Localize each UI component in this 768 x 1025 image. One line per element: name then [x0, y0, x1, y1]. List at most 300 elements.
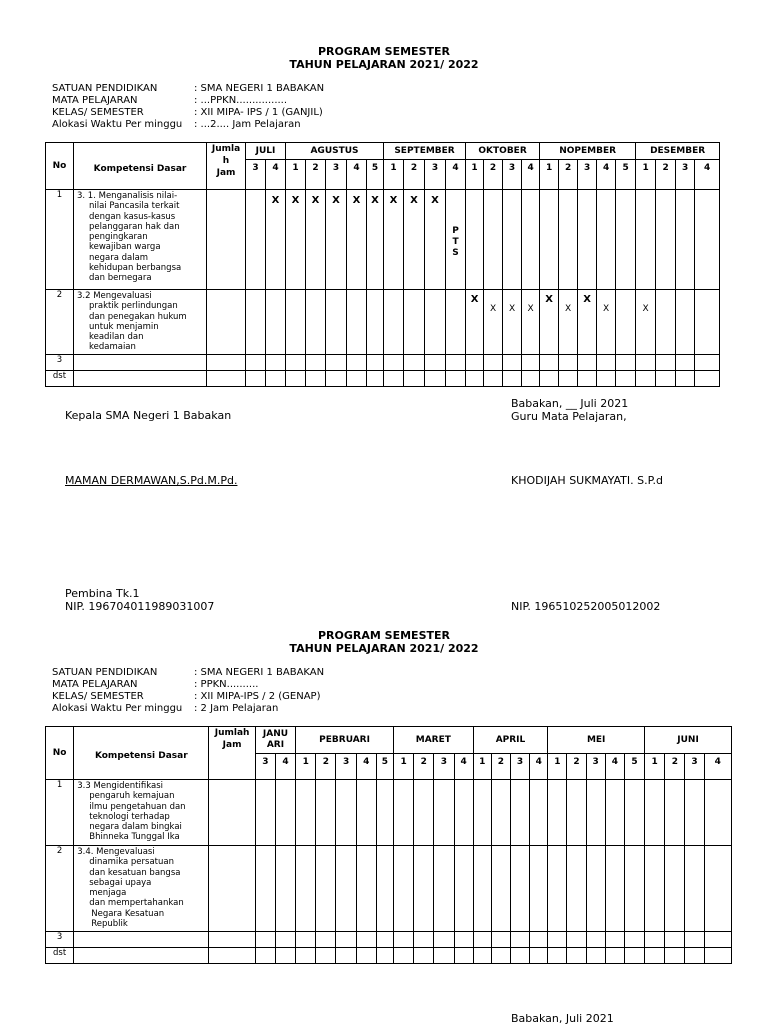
kd-line: pengingkaran [89, 232, 148, 243]
week-header: 4 [522, 160, 540, 190]
page-title: PROGRAM SEMESTER [318, 45, 450, 58]
week-cell [491, 932, 510, 948]
row-number: 1 [46, 780, 74, 846]
info-label: KELAS/ SEMESTER [52, 691, 144, 702]
month-header: AGUSTUS [286, 143, 384, 160]
header-jam-line: Jam [222, 740, 242, 750]
kd-cell [74, 846, 209, 932]
kd-line: dan mempertahankan [89, 898, 184, 909]
header-jam [209, 727, 255, 780]
week-cell [434, 846, 454, 932]
week-cell [484, 370, 503, 386]
header-jam [207, 143, 246, 190]
week-header: 1 [393, 754, 413, 780]
week-header: 1 [296, 754, 316, 780]
kd-line: kewajiban warga [89, 242, 161, 253]
week-cell [540, 190, 559, 290]
week-cell [306, 290, 326, 355]
week-header: 1 [466, 160, 484, 190]
week-mark: X [559, 290, 578, 355]
info-value: : ...PPKN................ [194, 95, 288, 106]
week-header: 4 [605, 754, 624, 780]
week-cell [454, 780, 473, 846]
jam-cell [209, 780, 255, 846]
week-cell [685, 780, 704, 846]
week-cell [473, 932, 491, 948]
week-header: 3 [503, 160, 522, 190]
week-header: 4 [356, 754, 376, 780]
week-header: 5 [624, 754, 644, 780]
row-number: 1 [46, 190, 74, 290]
week-header: 4 [266, 160, 286, 190]
week-cell [676, 190, 695, 290]
week-cell [530, 780, 548, 846]
week-cell [393, 846, 413, 932]
week-header: 5 [367, 160, 384, 190]
week-cell [636, 190, 656, 290]
week-cell [676, 354, 695, 370]
week-cell [605, 948, 624, 964]
week-cell [404, 370, 425, 386]
week-cell [434, 932, 454, 948]
week-cell [503, 354, 522, 370]
week-cell [296, 932, 316, 948]
week-cell [266, 354, 286, 370]
week-cell [548, 948, 567, 964]
week-cell [384, 290, 404, 355]
week-mark: X [367, 190, 384, 290]
week-cell [530, 932, 548, 948]
week-cell [336, 948, 356, 964]
week-cell [548, 780, 567, 846]
week-cell [676, 290, 695, 355]
month-header: MARET [393, 727, 473, 754]
week-cell [656, 370, 676, 386]
kd-heading: 3. 1. Menganalisis nilai- [77, 191, 178, 201]
week-cell [275, 948, 295, 964]
week-cell [704, 932, 731, 948]
week-cell [246, 354, 266, 370]
week-cell [548, 846, 567, 932]
week-cell [491, 948, 510, 964]
week-header: 1 [540, 160, 559, 190]
month-header: APRIL [473, 727, 548, 754]
kd-cell [74, 354, 207, 370]
week-cell [578, 354, 597, 370]
jam-cell [207, 370, 246, 386]
week-cell [624, 948, 644, 964]
jam-cell [209, 932, 255, 948]
kd-line: untuk menjamin [89, 321, 159, 332]
week-header: 3 [586, 754, 605, 780]
week-cell [296, 780, 316, 846]
schedule-table-semester-1 [45, 142, 720, 387]
kd-line: Negara Kesatuan [91, 908, 165, 919]
week-cell [296, 846, 316, 932]
week-mark: X [286, 190, 306, 290]
week-cell [522, 190, 540, 290]
week-cell [336, 780, 356, 846]
kd-line: negara dalam [89, 252, 149, 263]
week-cell [605, 932, 624, 948]
jam-cell [207, 354, 246, 370]
headmaster-role: Kepala SMA Negeri 1 Babakan [65, 409, 232, 422]
kd-line: teknologi terhadap [89, 811, 170, 822]
info-value: : SMA NEGERI 1 BABAKAN [194, 667, 325, 678]
week-cell [356, 780, 376, 846]
kd-cell [74, 190, 207, 290]
page-subtitle: TAHUN PELAJARAN 2021/ 2022 [289, 642, 479, 655]
week-header: 2 [414, 754, 434, 780]
teacher-nip: NIP. 196510252005012002 [511, 600, 661, 613]
week-cell [510, 948, 529, 964]
week-cell [616, 354, 636, 370]
week-header: 3 [578, 160, 597, 190]
kd-line: praktik perlindungan [89, 301, 178, 312]
kd-line: Bhinneka Tunggal Ika [89, 832, 180, 843]
info-value: : 2 Jam Pelajaran [194, 703, 279, 714]
week-cell [597, 370, 616, 386]
week-cell [695, 190, 720, 290]
week-header: 3 [255, 754, 275, 780]
week-cell [376, 932, 393, 948]
month-header: DESEMBER [636, 143, 720, 160]
teacher-role: Guru Mata Pelajaran, [511, 410, 627, 423]
week-cell [540, 354, 559, 370]
info-label: KELAS/ SEMESTER [52, 107, 144, 118]
headmaster-rank: Pembina Tk.1 [65, 587, 140, 600]
week-header: 2 [316, 754, 336, 780]
week-cell [347, 354, 367, 370]
week-cell [616, 290, 636, 355]
week-cell [503, 190, 522, 290]
info-label: SATUAN PENDIDIKAN [52, 83, 158, 94]
week-cell [275, 846, 295, 932]
week-cell [296, 948, 316, 964]
info-value: : PPKN.......... [194, 679, 259, 690]
pts-marker [446, 190, 466, 290]
week-header: 3 [425, 160, 446, 190]
kd-line: ilmu pengetahuan dan [89, 801, 186, 812]
kd-cell [74, 370, 207, 386]
week-header: 3 [510, 754, 529, 780]
week-cell [616, 370, 636, 386]
week-cell [676, 370, 695, 386]
month-header: OKTOBER [466, 143, 540, 160]
week-cell [347, 290, 367, 355]
week-mark: X [425, 190, 446, 290]
week-cell [624, 780, 644, 846]
week-mark: X [306, 190, 326, 290]
week-header: 1 [636, 160, 656, 190]
kd-cell [74, 780, 209, 846]
week-cell [503, 370, 522, 386]
week-cell [316, 780, 336, 846]
week-header: 2 [491, 754, 510, 780]
week-mark: X [636, 290, 656, 355]
week-cell [491, 780, 510, 846]
week-cell [695, 370, 720, 386]
week-cell [645, 846, 665, 932]
week-header: 2 [484, 160, 503, 190]
week-cell [414, 932, 434, 948]
header-no: No [46, 143, 74, 190]
pts-letter: T [452, 237, 459, 247]
week-cell [376, 846, 393, 932]
week-cell [454, 948, 473, 964]
header-jam-line: Jumlah [214, 728, 250, 738]
week-cell [567, 932, 586, 948]
week-cell [446, 290, 466, 355]
week-cell [414, 846, 434, 932]
week-cell [286, 290, 306, 355]
week-header: 1 [286, 160, 306, 190]
row-number: dst [46, 370, 74, 386]
info-label: SATUAN PENDIDIKAN [52, 667, 158, 678]
week-cell [425, 354, 446, 370]
week-mark: X [326, 190, 347, 290]
week-cell [586, 932, 605, 948]
week-cell [695, 354, 720, 370]
week-cell [605, 780, 624, 846]
info-value: : XII MIPA-IPS / 2 (GENAP) [194, 691, 321, 702]
place-date: Babakan, __ Juli 2021 [511, 397, 629, 410]
week-cell [510, 846, 529, 932]
header-kd: Kompetensi Dasar [74, 143, 207, 190]
week-cell [530, 846, 548, 932]
week-cell [266, 290, 286, 355]
week-header: 3 [336, 754, 356, 780]
week-cell [367, 354, 384, 370]
week-mark: X [522, 290, 540, 355]
week-cell [484, 190, 503, 290]
week-cell [255, 948, 275, 964]
week-header: 4 [275, 754, 295, 780]
week-header: 2 [306, 160, 326, 190]
week-cell [454, 932, 473, 948]
info-label: Alokasi Waktu Per minggu [52, 119, 183, 130]
week-cell [286, 370, 306, 386]
week-cell [347, 370, 367, 386]
kd-line: dan bernegara [89, 273, 152, 284]
jam-cell [207, 290, 246, 355]
info-value: : SMA NEGERI 1 BABAKAN [194, 83, 325, 94]
week-cell [336, 846, 356, 932]
info-label: MATA PELAJARAN [52, 95, 138, 106]
week-cell [414, 948, 434, 964]
kd-line: dengan kasus-kasus [89, 211, 176, 222]
header-jam-line: Jumla [211, 144, 241, 154]
jam-cell [207, 190, 246, 290]
week-header: 3 [246, 160, 266, 190]
week-mark: X [384, 190, 404, 290]
week-cell [586, 948, 605, 964]
week-cell [434, 948, 454, 964]
week-header: 2 [567, 754, 586, 780]
month-header: PEBRUARI [296, 727, 394, 754]
week-cell [685, 932, 704, 948]
week-cell [326, 370, 347, 386]
month-header: NOPEMBER [540, 143, 636, 160]
week-header: 4 [446, 160, 466, 190]
week-cell [656, 190, 676, 290]
week-cell [356, 846, 376, 932]
month-header: MEI [548, 727, 645, 754]
kd-cell [74, 932, 209, 948]
week-cell [306, 370, 326, 386]
row-number: 3 [46, 354, 74, 370]
week-cell [548, 932, 567, 948]
week-cell [530, 948, 548, 964]
month-header: JULI [246, 143, 286, 160]
week-cell [704, 948, 731, 964]
week-cell [656, 290, 676, 355]
week-cell [466, 190, 484, 290]
page-subtitle: TAHUN PELAJARAN 2021/ 2022 [289, 58, 479, 71]
week-header: 4 [454, 754, 473, 780]
week-cell [685, 948, 704, 964]
kd-line: dan kesatuan bangsa [89, 867, 181, 878]
header-kd: Kompetensi Dasar [74, 727, 209, 780]
week-cell [597, 190, 616, 290]
week-cell [645, 932, 665, 948]
week-cell [567, 846, 586, 932]
kd-line: pelanggaran hak dan [89, 221, 180, 232]
week-cell [356, 932, 376, 948]
schedule-table-semester-2 [45, 726, 732, 964]
week-cell [559, 370, 578, 386]
info-value: : ...2.... Jam Pelajaran [194, 119, 301, 130]
week-cell [255, 780, 275, 846]
week-header: 1 [548, 754, 567, 780]
week-cell [404, 290, 425, 355]
row-number: 2 [46, 290, 74, 355]
week-header: 1 [384, 160, 404, 190]
week-cell [316, 846, 336, 932]
week-header: 5 [616, 160, 636, 190]
week-cell [425, 370, 446, 386]
week-cell [645, 948, 665, 964]
week-cell [636, 370, 656, 386]
kd-heading: 3.3 Mengidentifikasi [77, 781, 163, 791]
week-mark: X [484, 290, 503, 355]
week-header: 2 [404, 160, 425, 190]
week-cell [446, 354, 466, 370]
week-cell [466, 370, 484, 386]
info-label: MATA PELAJARAN [52, 679, 138, 690]
week-cell [255, 846, 275, 932]
header-jam-line: h [222, 156, 230, 166]
header-jam-line: Jam [216, 168, 236, 178]
headmaster-name: MAMAN DERMAWAN,S.Pd.M.Pd. [65, 474, 238, 487]
week-header: 4 [597, 160, 616, 190]
week-cell [540, 370, 559, 386]
identity-block [52, 83, 324, 131]
week-mark: X [404, 190, 425, 290]
page-title: PROGRAM SEMESTER [318, 629, 450, 642]
week-cell [454, 846, 473, 932]
week-cell [326, 290, 347, 355]
week-cell [695, 290, 720, 355]
week-cell [665, 948, 685, 964]
month-header: SEPTEMBER [384, 143, 466, 160]
week-cell [336, 932, 356, 948]
month-header: JUNI [645, 727, 732, 754]
week-cell [246, 370, 266, 386]
week-header: 4 [704, 754, 731, 780]
week-cell [266, 370, 286, 386]
week-cell [704, 846, 731, 932]
week-cell [306, 354, 326, 370]
week-cell [376, 780, 393, 846]
week-cell [636, 354, 656, 370]
header-no: No [46, 727, 74, 780]
week-cell [255, 932, 275, 948]
kd-line: nilai Pancasila terkait [89, 201, 180, 212]
week-cell [484, 354, 503, 370]
week-header: 4 [347, 160, 367, 190]
teacher-name: KHODIJAH SUKMAYATI. S.P.d [511, 474, 663, 487]
week-cell [356, 948, 376, 964]
week-mark: X [266, 190, 286, 290]
month-header: JANU ARI [255, 727, 295, 754]
week-cell [466, 354, 484, 370]
kd-line: kehidupan berbangsa [89, 263, 182, 274]
week-cell [665, 846, 685, 932]
week-cell [275, 932, 295, 948]
week-cell [624, 846, 644, 932]
week-cell [246, 190, 266, 290]
week-cell [414, 780, 434, 846]
week-mark: X [466, 290, 484, 355]
week-cell [316, 932, 336, 948]
week-mark: X [347, 190, 367, 290]
week-header: 3 [685, 754, 704, 780]
row-number: 2 [46, 846, 74, 932]
kd-line: negara dalam bingkai [89, 822, 182, 833]
week-cell [473, 780, 491, 846]
week-cell [656, 354, 676, 370]
week-header: 1 [645, 754, 665, 780]
week-cell [578, 370, 597, 386]
week-mark: X [503, 290, 522, 355]
place-date: Babakan, Juli 2021 [511, 1012, 614, 1025]
week-cell [473, 846, 491, 932]
week-header: 3 [676, 160, 695, 190]
kd-cell [74, 290, 207, 355]
info-label: Alokasi Waktu Per minggu [52, 703, 183, 714]
week-header: 4 [530, 754, 548, 780]
week-cell [567, 780, 586, 846]
pts-letter: S [452, 248, 459, 258]
week-header: 2 [656, 160, 676, 190]
week-cell [491, 846, 510, 932]
kd-line: Republik [91, 919, 128, 930]
week-header: 3 [326, 160, 347, 190]
week-header: 5 [376, 754, 393, 780]
week-header: 4 [695, 160, 720, 190]
week-cell [384, 370, 404, 386]
week-cell [624, 932, 644, 948]
week-cell [559, 190, 578, 290]
week-cell [404, 354, 425, 370]
week-cell [665, 780, 685, 846]
week-cell [326, 354, 347, 370]
jam-cell [209, 846, 255, 932]
week-cell [367, 370, 384, 386]
week-cell [393, 948, 413, 964]
kd-line: pengaruh kemajuan [89, 791, 175, 802]
